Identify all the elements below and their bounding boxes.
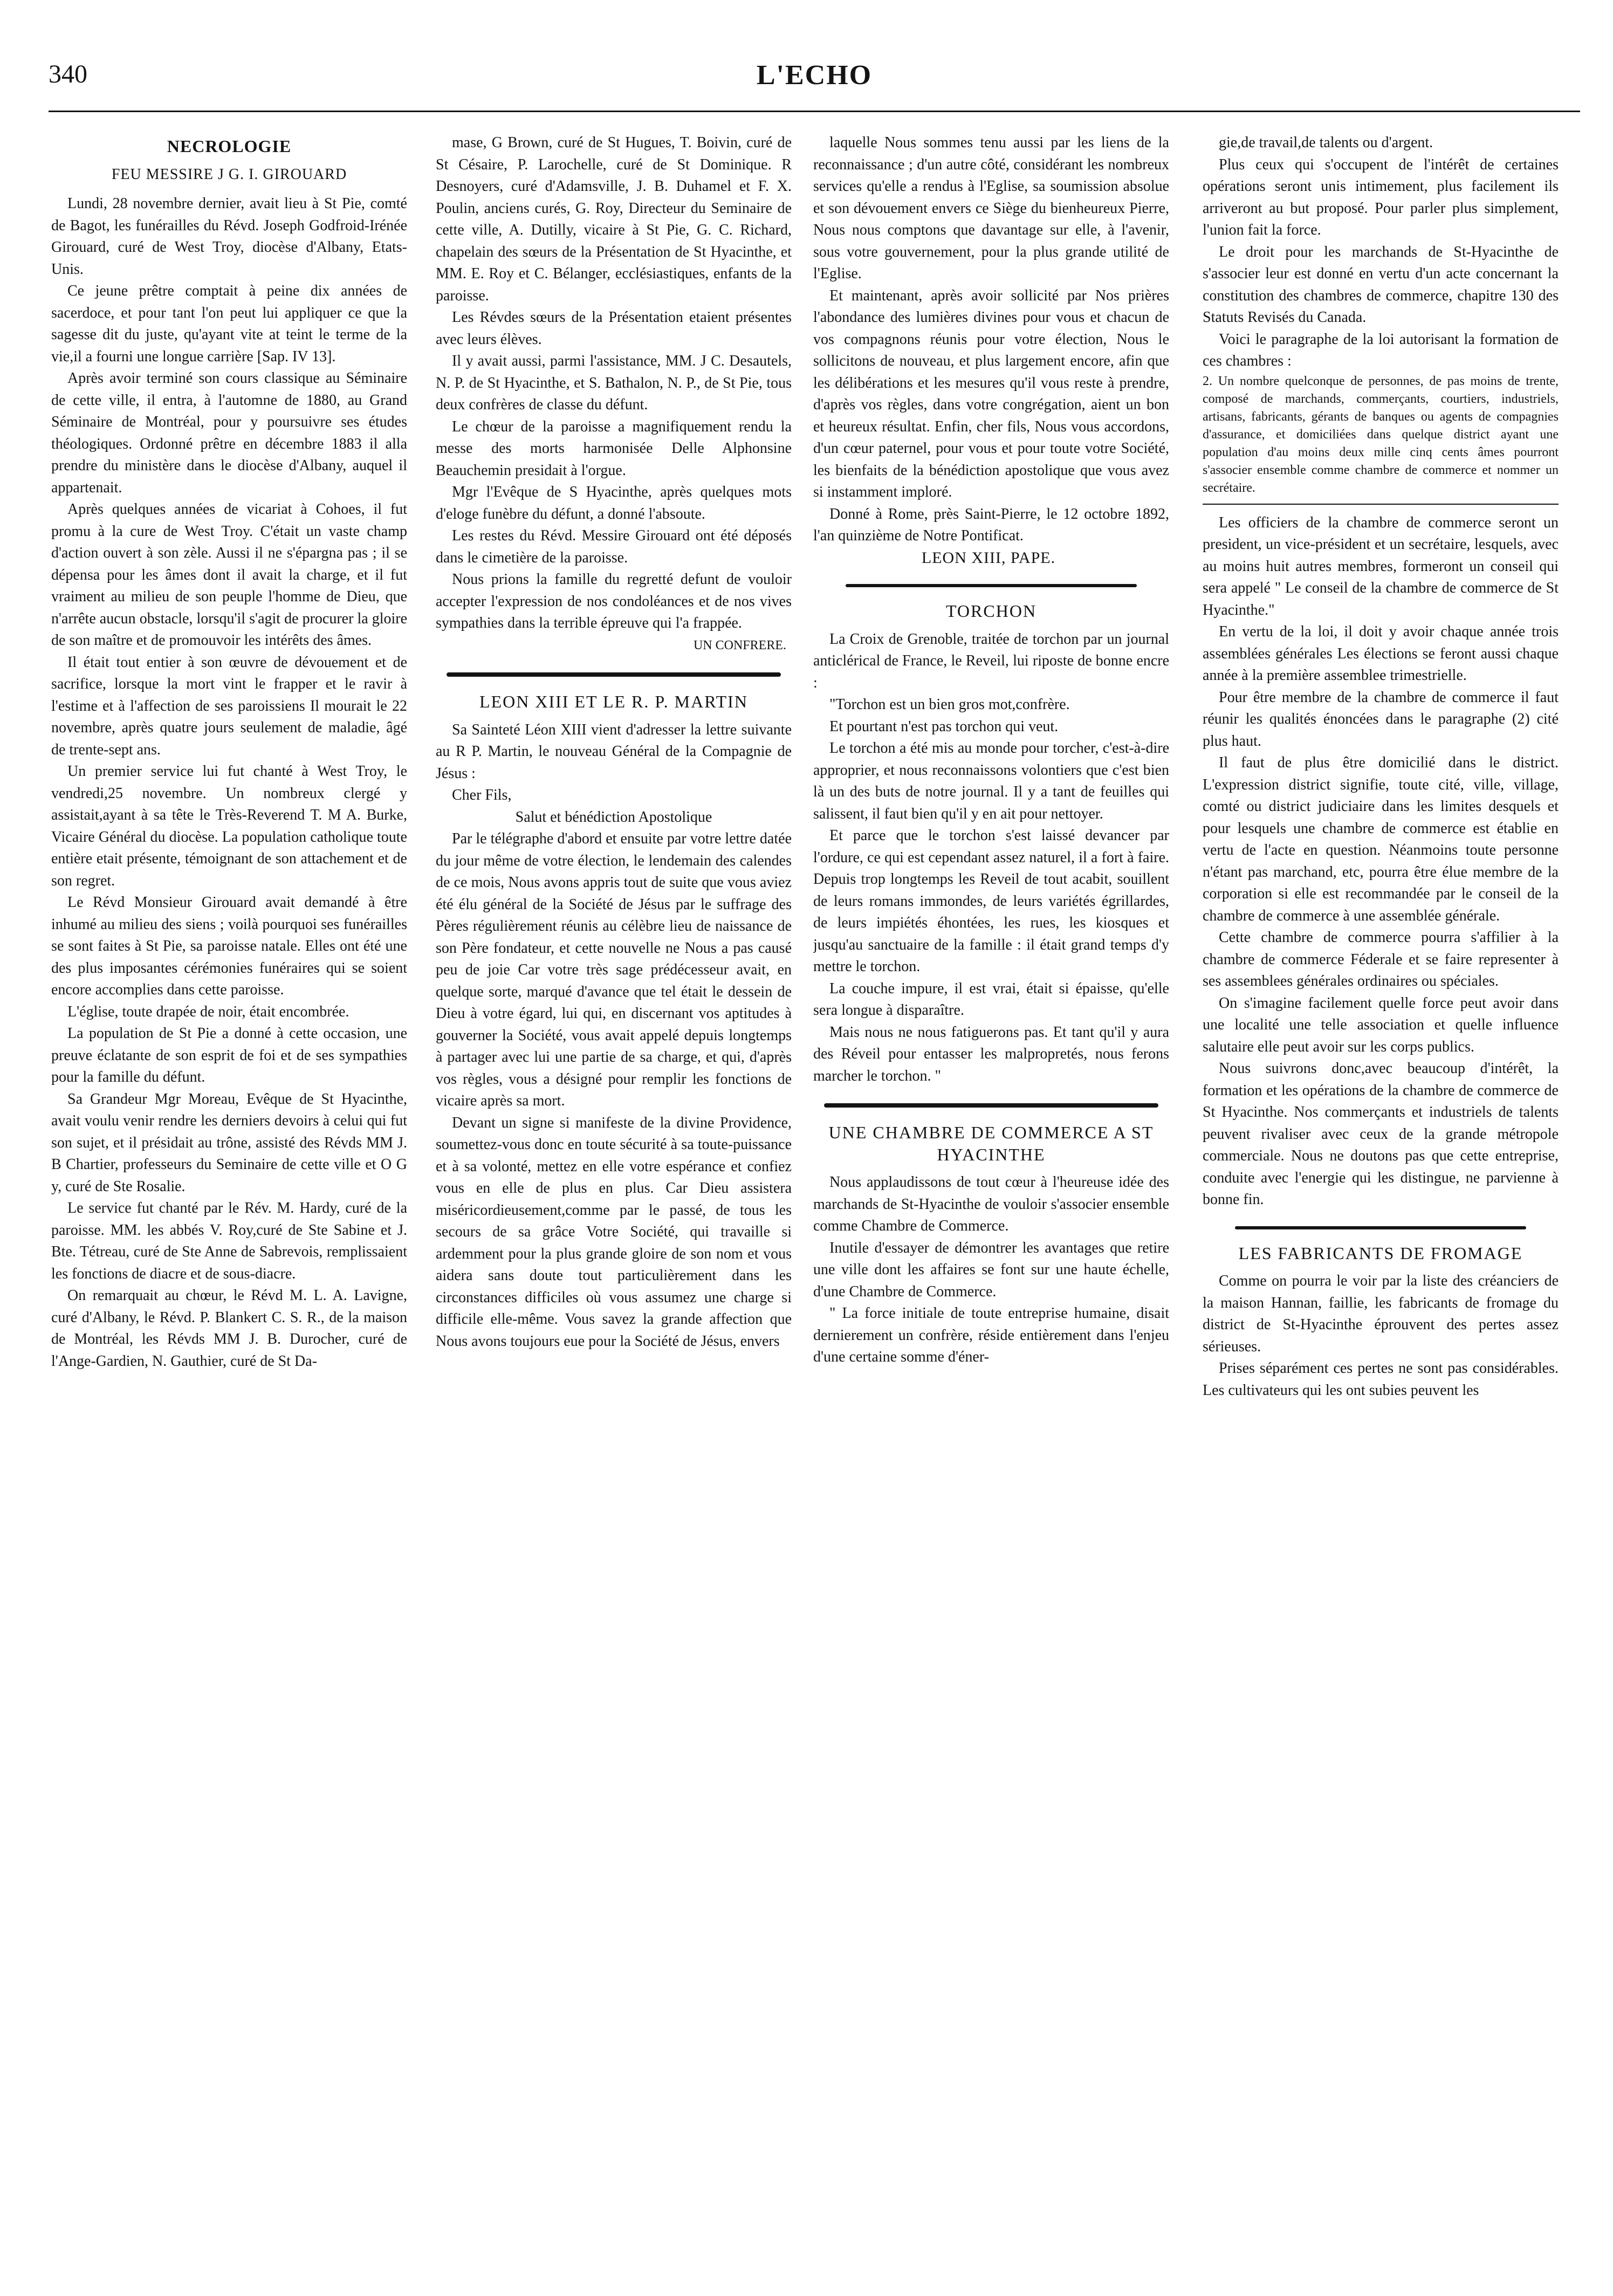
- paragraph: Comme on pourra le voir par la liste des créanciers de la maison Hannan, faillie, les fabricants de fromage du district de St-Hyacinthe éprouvent des pertes assez sérieuses.: [1203, 1273, 1559, 1355]
- paragraph: Et pourtant n'est pas torchon qui veut.: [829, 718, 1059, 735]
- salutation: Cher Fils,: [452, 787, 512, 803]
- heading-leon-xiii-martin: LEON XIII ET LE R. P. MARTIN: [479, 692, 748, 711]
- section-divider: [846, 584, 1137, 587]
- paragraph: Sa Grandeur Mgr Moreau, Evêque de St Hyacinthe, avait voulu venir rendre les derniers devoirs à celui qui fut son sujet, et il présidait au trône, assisté des Révds MM J. B Chartier, professeurs du Seminaire de cette ville et O G y, curé de Ste Rosalie.: [51, 1090, 407, 1195]
- paragraph: Le service fut chanté par le Rév. M. Hardy, curé de la paroisse. MM. les abbés V. Roy,curé de Ste Sabine et J. Bte. Tétreau, curé de Ste Anne de Sabrevois, remplissaient les fonctions de diacre et de sous-diacre.: [51, 1200, 407, 1282]
- paragraph: On s'imagine facilement quelle force peut avoir dans une localité une telle association et quelle influence salutaire elle peut avoir sur les corps publics.: [1203, 994, 1559, 1055]
- heading-torchon: TORCHON: [945, 601, 1037, 621]
- paragraph: Un premier service lui fut chanté à West Troy, le vendredi,25 novembre. Un nombreux clergé y assistait,ayant à sa tête le Très-Reverend T. M A. Burke, Vicaire Général du diocèse. La population catholique toute entière etait présente, témoignant de son attachement et de son regret.: [51, 763, 407, 889]
- column-1: [51, 132, 407, 2178]
- paragraph: Le chœur de la paroisse a magnifiquement rendu la messe des morts harmonisée Delle Alphonsine Beauchemin presidait à l'orgue.: [436, 418, 792, 479]
- law-quote: 2. Un nombre quelconque de personnes, de pas moins de trente, composé de marchands, commerçants, courtiers, industriels, artisans, fabricants, gérants de banques ou agents de compagnies d'assurance, et domiciliées dans quelque district ayant une population d'au moins deux mille cinq cents âmes pourront s'associer ensemble comme chambre de commerce et nommer un secrétaire.: [1203, 373, 1559, 505]
- column-4: [1203, 132, 1559, 2178]
- paragraph: Et maintenant, après avoir sollicité par Nos prières l'abondance des lumières divines pour vous et chacun de vos compagnons réunis pour votre élection, Nous le sollicitons de nouveau, et plus largement encore, afin que les délibérations et les mesures qu'il vous reste à prendre, d'après vos règles, dans votre congrégation, aient un bon et heureux résultat. Enfin, cher fils, Nous vous accordons, d'un cœur paternel, pour vous et pour toute votre Société, les bienfaits de la bénédiction apostolique que vous avez si instamment imploré.: [813, 287, 1169, 500]
- paragraph: " La force initiale de toute entreprise humaine, disait dernierement un confrère, réside entièrement dans l'enjeu d'une certaine somme d'éner-: [813, 1305, 1169, 1365]
- paragraph: Il était tout entier à son œuvre de dévouement et de sacrifice, lorsque la mort vint le frapper et le ravir à l'estime et à l'affection de ses paroissiens Il mourait le 22 novembre, après quatre jours seulement de maladie, âgé de trente-sept ans.: [51, 654, 407, 758]
- paragraph: Inutile d'essayer de démontrer les avantages que retire une ville dont les affaires se font sur une haute échelle, d'une Chambre de Commerce.: [813, 1239, 1169, 1300]
- paragraph: Les Révdes sœurs de la Présentation etaient présentes avec leurs élèves.: [436, 309, 792, 348]
- page-number: 340: [49, 60, 87, 88]
- paragraph: Donné à Rome, près Saint-Pierre, le 12 octobre 1892, l'an quinzième de Notre Pontificat.: [813, 505, 1169, 544]
- column-3: [813, 132, 1169, 2178]
- paragraph: Il y avait aussi, parmi l'assistance, MM. J C. Desautels, N. P. de St Hyacinthe, et S. Bathalon, N. P., de St Pie, tous deux confrères de classe du défunt.: [436, 353, 792, 413]
- paragraph: Devant un signe si manifeste de la divine Providence, soumettez-vous donc en toute sécurité à sa toute-puissance et à sa volonté, mettez en elle votre espérance et confiez vous en elle de plus en plus. Car Dieu assistera miséricordieusement,comme par le passé, de tous les secours de sa grâce Votre Société, qui travaille si ardemment pour la plus grande gloire de son nom et vous aidera sans doute tout particulièrement dans les circonstances difficiles où vous assumez une charge si difficile elle-même. Vous savez la grande affection que Nous avons toujours eue pour la Société de Jésus, envers: [436, 1114, 792, 1350]
- paragraph: Après quelques années de vicariat à Cohoes, il fut promu à la cure de West Troy. C'était un vaste champ d'action ouvert à son zèle. Aussi il ne s'épargna pas ; il se dépensa pour les âmes dont il avait la charge, et il fut vraiment au milieu de son peuple l'homme de Dieu, que n'arrête aucun obstacle, lorsqu'il s'agit de procurer la gloire de son maître et de promouvoir les intérêts des âmes.: [51, 501, 407, 649]
- paragraph: "Torchon est un bien gros mot,confrère.: [829, 696, 1070, 713]
- paragraph: Cette chambre de commerce pourra s'affilier à la chambre de commerce Féderale et se faire representer à ses assemblees générales ordinaires ou spéciales.: [1203, 929, 1559, 989]
- paragraph: Et parce que le torchon s'est laissé devancer par l'ordure, ce qui est cependant assez naturel, il a fort à faire. Depuis trop longtemps les Reveil de tout acabit, souillent de leurs romans immondes, de leurs variétés égrillardes, de leurs impiétés éhontées, les rues, les kiosques et jusqu'au sanctuaire de la famille : il était grand temps d'y mettre le torchon.: [813, 827, 1169, 975]
- paragraph: Après avoir terminé son cours classique au Séminaire de cette ville, il entra, à l'automne de 1880, au Grand Séminaire de Montréal, pour y poursuivre ses études théologiques. Ordonné prêtre en décembre 1883 il alla prendre du ministère dans le diocèse d'Albany, auquel il appartenait.: [51, 370, 407, 496]
- paragraph: Par le télégraphe d'abord et ensuite par votre lettre datée du jour même de votre élection, le lendemain des calendes de ce mois, Nous avons appris tout de suite que vous aviez été élu général de la Société de Jésus par le suffrage des Pères régulièrement réunis au célèbre lieu de naissance de son Père fondateur, et cette nouvelle ne Nous a pas causé peu de joie Car votre très sage prédécesseur avait, en quelque sorte, marqué d'avance que tel était le dessein de Dieu à votre égard, lui qui, en discernant vos aptitudes à gouverner la Société, vous avait appelé depuis longtemps à partager avec lui une partie de sa charge, et qui, d'après vos règles, vous a désigné pour remplir les fonctions de vicaire après sa mort.: [436, 830, 792, 1109]
- paragraph: On remarquait au chœur, le Révd M. L. A. Lavigne, curé d'Albany, le Révd. P. Blankert C. S. R., de la maison de Montréal, les Révds MM J. B. Durocher, curé de l'Ange-Gardien, N. Gauthier, curé de St Da-: [51, 1287, 407, 1370]
- paragraph: Le Révd Monsieur Girouard avait demandé à être inhumé au milieu des siens ; voilà pourquoi ses funérailles se sont faites à St Pie, sa paroisse natale. Elles ont été une des plus imposantes cérémonies funéraires qui se soient encore accomplies dans cette paroisse.: [51, 894, 407, 998]
- paragraph: Mgr l'Evêque de S Hyacinthe, après quelques mots d'eloge funèbre du défunt, a donné l'absoute.: [436, 484, 792, 523]
- column-2: [436, 132, 792, 2178]
- byline-girouard: FEU MESSIRE J G. I. GIROUARD: [111, 166, 347, 183]
- signature-leon-xiii: LEON XIII, PAPE.: [921, 548, 1056, 567]
- paragraph: Voici le paragraphe de la loi autorisant la formation de ces chambres :: [1203, 331, 1559, 369]
- paragraph: Prises séparément ces pertes ne sont pas considérables. Les cultivateurs qui les ont subies peuvent les: [1203, 1360, 1559, 1399]
- paragraph: Nous applaudissons de tout cœur à l'heureuse idée des marchands de St-Hyacinthe de vouloir s'associer ensemble comme Chambre de Commerce.: [813, 1174, 1169, 1234]
- paragraph: gie,de travail,de talents ou d'argent.: [1219, 134, 1433, 151]
- paragraph: Il faut de plus être domicilié dans le district. L'expression district signifie, toute cité, ville, village, comté ou district judiciaire dans les limites desquels et pour lesquels une chambre de commerce est établie en vertu de l'acte en question. Néanmoins toute personne n'étant pas marchand, etc, pourra être élue membre de la corporation si elle est recommandée par le conseil de la chambre de commerce à une assemblée générale.: [1203, 754, 1559, 924]
- section-divider: [824, 1103, 1158, 1108]
- page-header: [49, 59, 1580, 108]
- paragraph: Les restes du Révd. Messire Girouard ont été déposés dans le cimetière de la paroisse.: [436, 527, 792, 566]
- paragraph: Lundi, 28 novembre dernier, avait lieu à St Pie, comté de Bagot, les funérailles du Révd. Joseph Godfroid-Irénée Girouard, curé de West Troy, diocèse d'Albany, Etats-Unis.: [51, 195, 407, 278]
- masthead-title: L'ECHO: [756, 60, 873, 91]
- paragraph: Nous suivrons donc,avec beaucoup d'intérêt, la formation et les opérations de la chambre de commerce de St Hyacinthe. Nos commerçants et industriels de talents peuvent rivaliser avec ceux de la grande métropole commerciale. Nous ne doutons pas que cette entreprise, conduite avec l'energie qui les distingue, ne parvienne à bonne fin.: [1203, 1060, 1559, 1208]
- heading-fabricants-fromage: LES FABRICANTS DE FROMAGE: [1238, 1243, 1523, 1263]
- signature-un-confrere: UN CONFRERE.: [693, 638, 786, 652]
- paragraph: La couche impure, il est vrai, était si épaisse, qu'elle sera longue à disparaître.: [813, 980, 1169, 1019]
- paragraph: La population de St Pie a donné à cette occasion, une preuve éclatante de son esprit de foi et de ses sympathies pour la famille du défunt.: [51, 1025, 407, 1085]
- section-divider: [1235, 1226, 1526, 1229]
- paragraph: Le droit pour les marchands de St-Hyacinthe de s'associer leur est donné en vertu d'un acte concernant la constitution des chambres de commerce, chapitre 130 des Statuts Revisés du Canada.: [1203, 243, 1559, 326]
- paragraph: Pour être membre de la chambre de commerce il faut réunir les qualités énoncées dans le paragraphe (2) cité plus haut.: [1203, 689, 1559, 750]
- salutation-line: Salut et bénédiction Apostolique: [515, 808, 712, 826]
- header-rule: [49, 111, 1580, 112]
- paragraph: Ce jeune prêtre comptait à peine dix années de sacerdoce, et pour tant l'on peut lui appliquer ce que la sagesse dit du juste, qu'ayant vite at teint le terme de la vie,il a fourni une longue carrière [Sap. IV 13].: [51, 283, 407, 365]
- paragraph: Nous prions la famille du regretté defunt de vouloir accepter l'expression de nos condoléances et de nos vives sympathies dans la terrible épreuve qui l'a frappée.: [436, 571, 792, 631]
- heading-chambre-commerce: UNE CHAMBRE DE COMMERCE A ST HYACINTHE: [828, 1123, 1154, 1164]
- paragraph: En vertu de la loi, il doit y avoir chaque année trois assemblées générales Les élections se feront aussi chaque année à la première assemblee trimestrielle.: [1203, 623, 1559, 684]
- paragraph: Le torchon a été mis au monde pour torcher, c'est-à-dire approprier, et nous reconnaissons volontiers que c'est bien là un des buts de notre journal. Il y a tant de feuilles qui salissent, il faut bien qu'il y en ait pour nettoyer.: [813, 740, 1169, 822]
- paragraph: laquelle Nous sommes tenu aussi par les liens de la reconnaissance ; d'un autre côté, considérant les nombreux services qu'elle a rendus à l'Eglise, sa soumission absolue et son dévouement envers ce Siège du bienheureux Pierre, Nous nous comptons que davantage sur elle, à l'avenir, sous votre gouvernement, pour la plus grande utilité de l'Eglise.: [813, 134, 1169, 282]
- paragraph: Plus ceux qui s'occupent de l'intérêt de certaines opérations seront unis intimement, plus facilement ils arriveront au but proposé. Pour parler plus simplement, l'union fait la force.: [1203, 156, 1559, 238]
- section-divider: [447, 672, 781, 677]
- paragraph: mase, G Brown, curé de St Hugues, T. Boivin, curé de St Césaire, P. Larochelle, curé de St Dominique. R Desnoyers, curé d'Adamsville, J. B. Duhamel et F. X. Poulin, anciens curés, G. Roy, Directeur du Seminaire de cette ville, A. Dutilly, vicaire à St Pie, G. C. Richard, chapelain des sœurs de la Présentation de St Hyacinthe, et MM. E. Roy et C. Bélanger, ecclésiastiques, enfants de la paroisse.: [436, 134, 792, 304]
- paragraph: La Croix de Grenoble, traitée de torchon par un journal anticlérical de France, le Reveil, lui riposte de bonne encre :: [813, 630, 1169, 691]
- paragraph: Les officiers de la chambre de commerce seront un president, un vice-président et un secrétaire, lesquels, avec au moins huit autres membres, formeront un conseil qui sera appelé " Le conseil de la chambre de commerce de St Hyacinthe.": [1203, 514, 1559, 618]
- paragraph: Sa Sainteté Léon XIII vient d'adresser la lettre suivante au R P. Martin, le nouveau Général de la Compagnie de Jésus :: [436, 721, 792, 782]
- heading-necrologie: NECROLOGIE: [167, 136, 292, 156]
- paragraph: Mais nous ne nous fatiguerons pas. Et tant qu'il y aura des Réveil pour entasser les malpropretés, nous ferons marcher le torchon. ": [813, 1023, 1169, 1084]
- paragraph: L'église, toute drapée de noir, était encombrée.: [67, 1003, 349, 1020]
